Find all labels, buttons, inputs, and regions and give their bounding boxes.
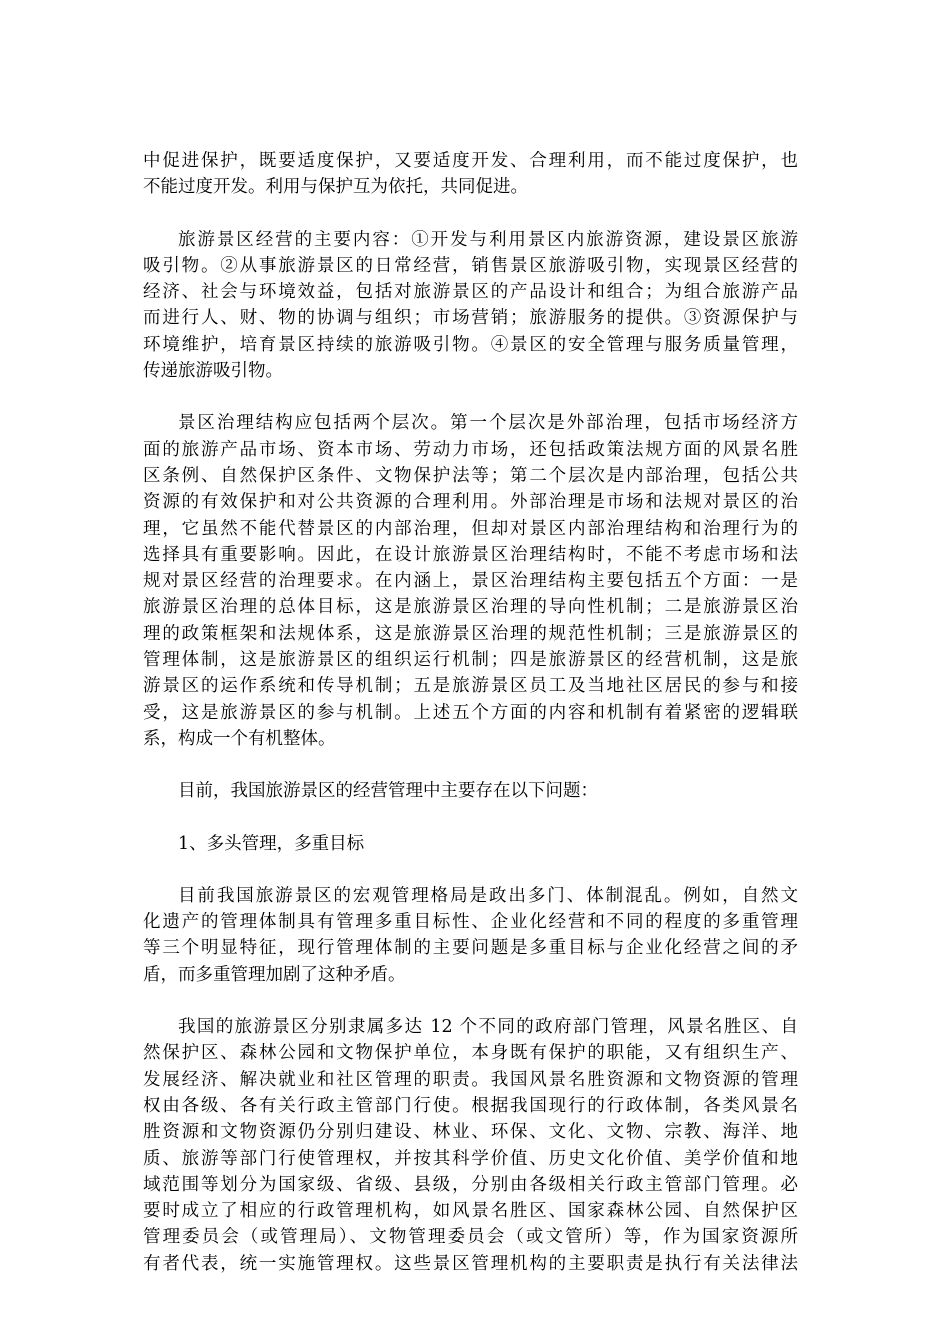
text-line: 发展经济、解决就业和社区管理的职责。我国风景名胜资源和文物资源的管理 [143, 1069, 798, 1090]
text-line: 吸引物。②从事旅游景区的日常经营，销售景区旅游吸引物，实现景区经营的 [143, 255, 798, 276]
text-line: 旅游景区经营的主要内容：①开发与利用景区内旅游资源，建设景区旅游 [178, 229, 798, 250]
document-page [143, 148, 798, 1303]
text-line: 等三个明显特征，现行管理体制的主要问题是多重目标与企业化经营之间的矛 [143, 938, 798, 959]
paragraph [143, 410, 798, 752]
text-line: 权由各级、各有关行政主管部门行使。根据我国现行的行政体制，各类风景名 [143, 1095, 798, 1116]
paragraph [143, 148, 798, 201]
text-line: 规对景区经营的治理要求。在内涵上，景区治理结构主要包括五个方面：一是 [143, 571, 798, 592]
text-line: 理的政策框架和法规体系，这是旅游景区治理的规范性机制；三是旅游景区的 [143, 623, 798, 644]
text-line: 环境维护，培育景区持续的旅游吸引物。④景区的安全管理与服务质量管理， [143, 334, 798, 355]
text-line: 1、多头管理，多重目标 [178, 833, 365, 854]
text-line: 要时成立了相应的行政管理机构，如风景名胜区、国家森林公园、自然保护区 [143, 1201, 798, 1222]
text-line: 景区治理结构应包括两个层次。第一个层次是外部治理，包括市场经济方 [178, 413, 798, 434]
text-line: 资源的有效保护和对公共资源的合理利用。外部治理是市场和法规对景区的治 [143, 492, 798, 513]
text-line: 管理委员会（或管理局）、文物管理委员会（或文管所）等，作为国家资源所 [143, 1227, 798, 1248]
text-line: 管理体制，这是旅游景区的组织运行机制；四是旅游景区的经营机制，这是旅 [143, 650, 798, 671]
text-line: 经济、社会与环境效益，包括对旅游景区的产品设计和组合；为组合旅游产品 [143, 282, 798, 303]
paragraph [143, 883, 798, 988]
text-line: 受，这是旅游景区的参与机制。上述五个方面的内容和机制有着紧密的逻辑联 [143, 702, 798, 723]
text-line: 系，构成一个有机整体。 [143, 728, 336, 749]
text-line: 然保护区、森林公园和文物保护单位，本身既有保护的职能，又有组织生产、 [143, 1043, 798, 1064]
text-line: 目前我国旅游景区的宏观管理格局是政出多门、体制混乱。例如，自然文 [178, 885, 798, 906]
text-line: 选择具有重要影响。因此，在设计旅游景区治理结构时，不能不考虑市场和法 [143, 544, 798, 565]
paragraph [143, 778, 798, 804]
text-line: 传递旅游吸引物。 [143, 361, 283, 382]
text-line: 胜资源和文物资源仍分别归建设、林业、环保、文化、文物、宗教、海洋、地 [143, 1122, 798, 1143]
paragraph [143, 227, 798, 385]
paragraph [143, 1014, 798, 1277]
text-line: 而进行人、财、物的协调与组织；市场营销；旅游服务的提供。③资源保护与 [143, 308, 798, 329]
text-line: 质、旅游等部门行使管理权，并按其科学价值、历史文化价值、美学价值和地 [143, 1148, 798, 1169]
text-line: 面的旅游产品市场、资本市场、劳动力市场，还包括政策法规方面的风景名胜 [143, 439, 798, 460]
text-line: 目前，我国旅游景区的经营管理中主要存在以下问题： [178, 781, 598, 802]
text-line: 中促进保护，既要适度保护，又要适度开发、合理利用，而不能过度保护，也 [143, 151, 798, 171]
text-line: 理，它虽然不能代替景区的内部治理，但却对景区内部治理结构和治理行为的 [143, 518, 798, 539]
text-line: 化遗产的管理体制具有管理多重目标性、企业化经营和不同的程度的多重管理 [143, 912, 798, 933]
text-line: 区条例、自然保护区条件、文物保护法等；第二个层次是内部治理，包括公共 [143, 465, 798, 486]
text-line: 不能过度开发。利用与保护互为依托，共同促进。 [143, 177, 528, 198]
text-line: 旅游景区治理的总体目标，这是旅游景区治理的导向性机制；二是旅游景区治 [143, 597, 798, 618]
text-line: 域范围等划分为国家级、省级、县级，分别由各级相关行政主管部门管理。必 [143, 1174, 798, 1195]
text-line: 盾，而多重管理加剧了这种矛盾。 [143, 964, 406, 985]
text-line: 有者代表，统一实施管理权。这些景区管理机构的主要职责是执行有关法律法 [143, 1253, 798, 1274]
section-heading [143, 831, 798, 857]
text-line: 我国的旅游景区分别隶属多达 12 个不同的政府部门管理，风景名胜区、自 [178, 1017, 798, 1038]
text-line: 游景区的运作系统和传导机制；五是旅游景区员工及当地社区居民的参与和接 [143, 676, 798, 697]
